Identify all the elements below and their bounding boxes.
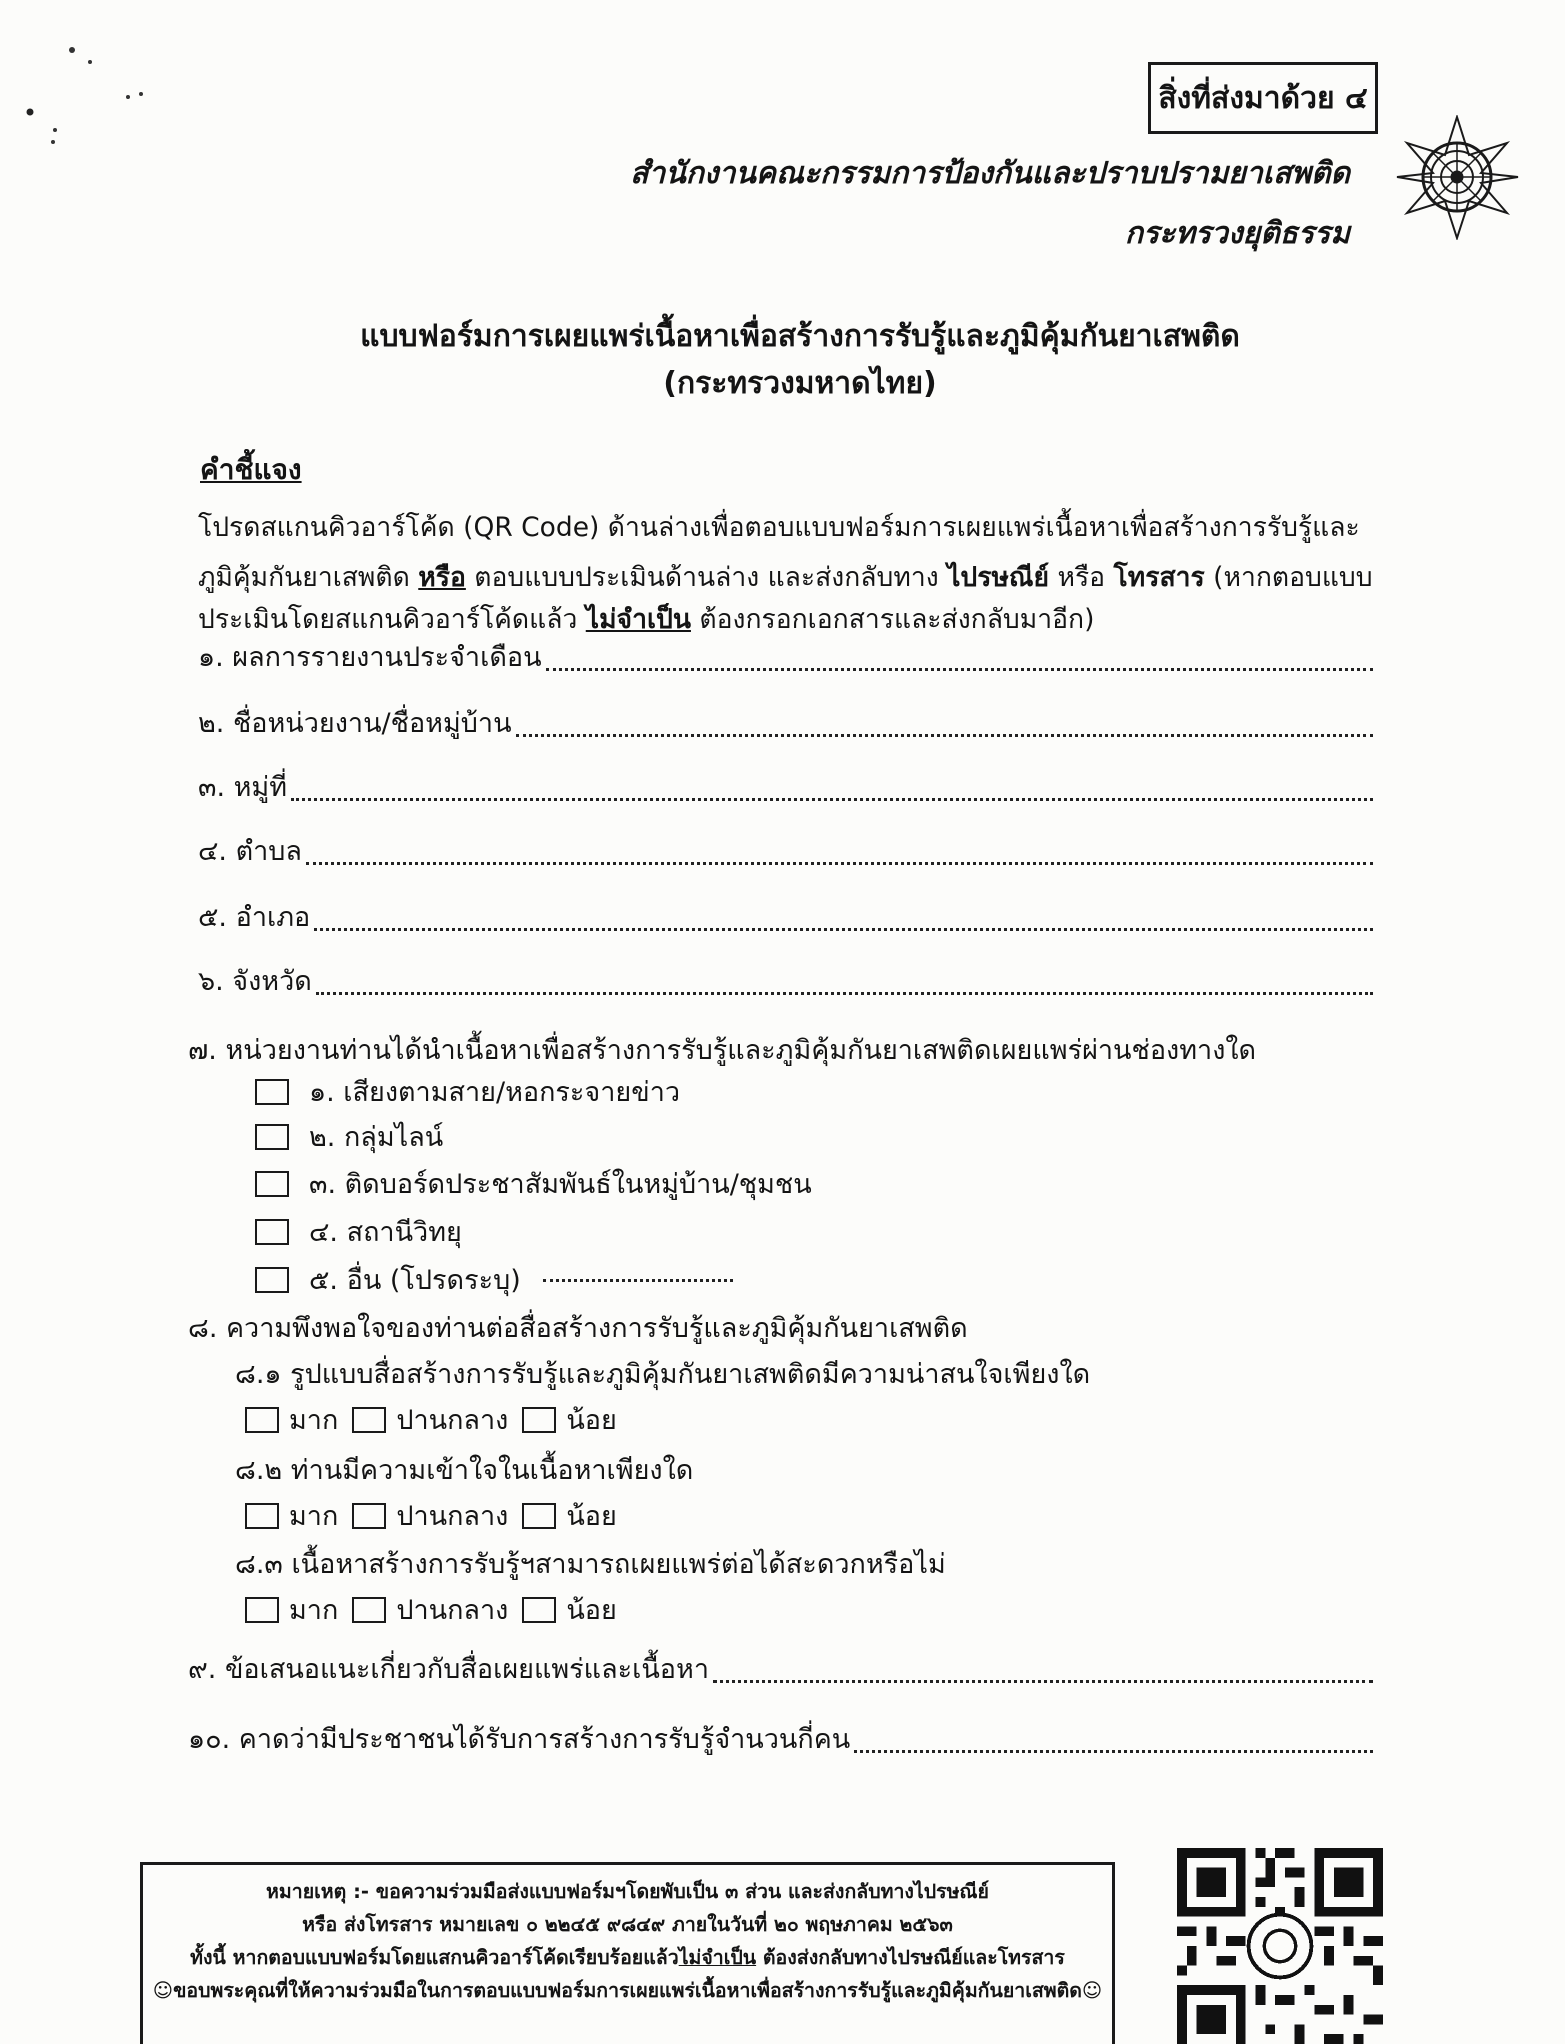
field-label: ๙. ข้อเสนอแนะเกี่ยวกับสื่อเผยแพร่และเนื้อหา [188, 1654, 709, 1685]
option-label: ๒. กลุ่มไลน์ [309, 1122, 444, 1153]
rating-label-high: มาก [289, 1405, 339, 1436]
q8-1-ratings[interactable] [245, 1398, 631, 1441]
agency-village-field[interactable] [198, 704, 1373, 744]
form-subtitle: (กระทรวงมหาดไทย) [663, 366, 937, 401]
q7-option-3[interactable] [255, 1162, 812, 1205]
field-label: ๓. หมู่ที่ [198, 772, 288, 803]
rating-checkbox-high[interactable] [245, 1407, 279, 1433]
field-label: ๒. ชื่อหน่วยงาน/ชื่อหมู่บ้าน [198, 708, 512, 739]
office-seal-emblem [1395, 115, 1520, 240]
option-label: ๑. เสียงตามสาย/หอกระจายข่าว [309, 1077, 681, 1108]
enclosure-label: สิ่งที่ส่งมาด้วย ๔ [1148, 62, 1378, 134]
rating-label-low: น้อย [566, 1595, 617, 1626]
checkbox[interactable] [255, 1079, 289, 1105]
option-label: ๓. ติดบอร์ดประชาสัมพันธ์ในหมู่บ้าน/ชุมชน [309, 1169, 812, 1200]
q7-option-2[interactable] [255, 1115, 443, 1158]
form-title: แบบฟอร์มการเผยแพร่เนื้อหาเพื่อสร้างการรับรู้และภูมิคุ้มกันยาเสพติด [360, 319, 1240, 354]
q7-question: ๗. หน่วยงานท่านได้นำเนื้อหาเพื่อสร้างการรับรู้และภูมิคุ้มกันยาเสพติดเผยแพร่ผ่านช่องทางใด [188, 1035, 1257, 1066]
instructions-line-1: โปรดสแกนคิวอาร์โค้ด (QR Code) ด้านล่างเพื่อตอบแบบฟอร์มการเผยแพร่เนื้อหาเพื่อสร้างการรับรู้และ [198, 512, 1360, 543]
remark-line-3 [143, 1941, 1112, 1974]
fill-line[interactable] [291, 797, 1373, 801]
suggestions-field[interactable] [188, 1650, 1373, 1690]
fill-line[interactable] [314, 927, 1373, 931]
remark-line-4: ☺ขอบพระคุณที่ให้ความร่วมมือในการตอบแบบฟอร์มการเผยแพร่เนื้อหาเพื่อสร้างการรับรู้และภูมิคุ้มกันยาเสพติด☺ [152, 1979, 1103, 2002]
scan-specks [0, 0, 200, 160]
instructions-text: ตอบแบบประเมินด้านล่าง และส่งกลับทาง [465, 562, 948, 593]
instructions-text: ประเมินโดยสแกนคิวอาร์โค้ดแล้ว [198, 604, 586, 635]
fill-line[interactable] [306, 861, 1373, 865]
q8-3-ratings[interactable] [245, 1588, 631, 1631]
instructions-line-3 [198, 598, 1094, 640]
remark-text: ต้องส่งกลับทางไปรษณีย์และโทรสาร [756, 1946, 1065, 1969]
instructions-line-2 [198, 556, 1373, 598]
instructions-text: ภูมิคุ้มกันยาเสพติด [198, 562, 419, 593]
checkbox[interactable] [255, 1124, 289, 1150]
option-label: ๕. อื่น (โปรดระบุ) [309, 1265, 521, 1296]
option-label: ๔. สถานีวิทยุ [309, 1217, 462, 1248]
checkbox[interactable] [255, 1267, 289, 1293]
qr-code[interactable] [1175, 1848, 1385, 2044]
post-emphasis: ไปรษณีย์ [947, 562, 1050, 593]
province-field[interactable] [198, 962, 1373, 1002]
rating-checkbox-medium[interactable] [352, 1597, 386, 1623]
rating-label-medium: ปานกลาง [396, 1595, 509, 1626]
subdistrict-field[interactable] [198, 832, 1373, 872]
rating-label-high: มาก [289, 1501, 339, 1532]
fill-line[interactable] [854, 1749, 1373, 1753]
q8-2-question: ๘.๒ ท่านมีความเข้าใจในเนื้อหาเพียงใด [235, 1455, 694, 1486]
field-label: ๔. ตำบล [198, 836, 302, 867]
field-label: ๕. อำเภอ [198, 902, 311, 933]
fill-line[interactable] [516, 733, 1373, 737]
checkbox[interactable] [255, 1219, 289, 1245]
field-label: ๖. จังหวัด [198, 966, 312, 997]
rating-checkbox-low[interactable] [522, 1597, 556, 1623]
instructions-heading: คำชี้แจง [200, 453, 302, 486]
specify-fill-line[interactable] [543, 1278, 733, 1282]
q8-2-ratings[interactable] [245, 1494, 631, 1537]
district-field[interactable] [198, 898, 1373, 938]
rating-checkbox-medium[interactable] [352, 1503, 386, 1529]
q7-option-4[interactable] [255, 1210, 462, 1253]
q8-3-question: ๘.๓ เนื้อหาสร้างการรับรู้ฯสามารถเผยแพร่ต่อได้สะดวกหรือไม่ [235, 1549, 946, 1580]
fill-line[interactable] [713, 1679, 1373, 1683]
remark-text: ทั้งนี้ หากตอบแบบฟอร์มโดยแสกนคิวอาร์โค้ดเรียบร้อยแล้ว [190, 1946, 679, 1969]
or-emphasis: หรือ [418, 562, 466, 593]
rating-label-low: น้อย [566, 1405, 617, 1436]
instructions-text: (หากตอบแบบ [1204, 562, 1373, 593]
office-name: สำนักงานคณะกรรมการป้องกันและปราบปรามยาเสพติด [630, 156, 1350, 191]
instructions-text: ต้องกรอกเอกสารและส่งกลับมาอีก) [690, 604, 1095, 635]
rating-checkbox-low[interactable] [522, 1503, 556, 1529]
people-reached-field[interactable] [188, 1720, 1373, 1760]
rating-label-high: มาก [289, 1595, 339, 1626]
ministry-name: กระทรวงยุติธรรม [1124, 216, 1350, 251]
q7-option-5[interactable] [255, 1258, 733, 1301]
rating-label-medium: ปานกลาง [396, 1501, 509, 1532]
remark-box [140, 1862, 1115, 2044]
q7-option-1[interactable] [255, 1070, 680, 1113]
rating-checkbox-high[interactable] [245, 1503, 279, 1529]
q8-question: ๘. ความพึงพอใจของท่านต่อสื่อสร้างการรับรู้และภูมิคุ้มกันยาเสพติด [188, 1313, 968, 1344]
village-number-field[interactable] [198, 768, 1373, 808]
remark-line-1: หมายเหตุ :- ขอความร่วมมือส่งแบบฟอร์มฯโดยพับเป็น ๓ ส่วน และส่งกลับทางไปรษณีย์ [266, 1880, 989, 1903]
not-needed-emphasis: ไม่จำเป็น [585, 604, 691, 635]
rating-checkbox-high[interactable] [245, 1597, 279, 1623]
remark-line-2: หรือ ส่งโทรสาร หมายเลข ๐ ๒๒๔๕ ๙๘๔๙ ภายในวันที่ ๒๐ พฤษภาคม ๒๕๖๓ [302, 1913, 953, 1936]
rating-label-medium: ปานกลาง [396, 1405, 509, 1436]
q8-1-question: ๘.๑ รูปแบบสื่อสร้างการรับรู้และภูมิคุ้มกันยาเสพติดมีความน่าสนใจเพียงใด [235, 1359, 1091, 1390]
field-label: ๑๐. คาดว่ามีประชาชนได้รับการสร้างการรับรู้จำนวนกี่คน [188, 1724, 851, 1755]
fill-line[interactable] [546, 667, 1373, 671]
fill-line[interactable] [316, 991, 1373, 995]
rating-checkbox-low[interactable] [522, 1407, 556, 1433]
report-month-field[interactable] [198, 638, 1373, 678]
not-needed-emphasis: ไม่จำเป็น [678, 1946, 757, 1969]
field-label: ๑. ผลการรายงานประจำเดือน [198, 642, 542, 673]
instructions-text: หรือ [1049, 562, 1114, 593]
checkbox[interactable] [255, 1171, 289, 1197]
fax-emphasis: โทรสาร [1113, 562, 1205, 593]
rating-label-low: น้อย [566, 1501, 617, 1532]
rating-checkbox-medium[interactable] [352, 1407, 386, 1433]
